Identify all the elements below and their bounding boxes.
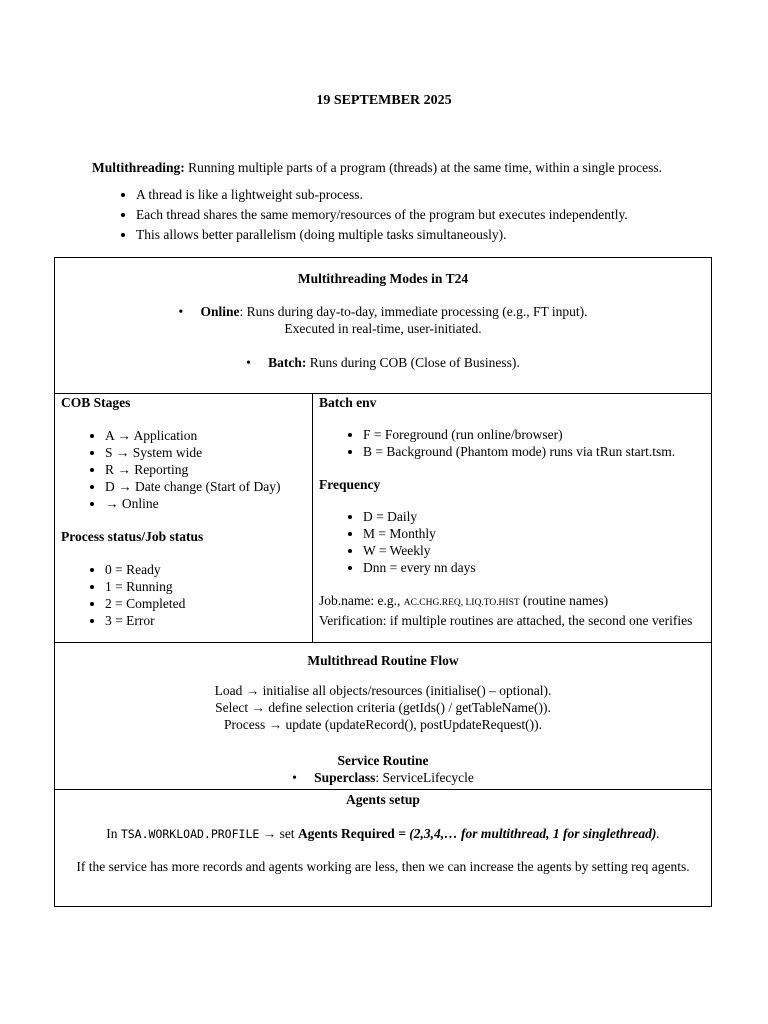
mode-batch	[55, 354, 711, 371]
routine-flow-title: Multithread Routine Flow	[307, 653, 459, 668]
frequency-list	[319, 508, 705, 576]
frequency-item: • W = Weekly	[363, 542, 705, 559]
agents-required-value: (2,3,4,… for multithread, 1 for singlethread)	[409, 826, 657, 841]
batch-env-list	[319, 426, 705, 460]
agents-prefix: In	[106, 826, 121, 841]
frequency-item: • D = Daily	[363, 508, 705, 525]
job-name-line	[319, 592, 705, 612]
agents-title: Agents setup	[346, 792, 420, 807]
job-status: • 3 = Error	[105, 612, 306, 629]
job-status-title: Process status/Job status	[61, 529, 204, 544]
mode-online-text: : Runs during day-to-day, immediate processing (e.g., FT input).	[239, 304, 588, 319]
routine-flow-step: Load → initialise all objects/resources (initialise() – optional).	[214, 683, 552, 698]
bullet-icon: •	[178, 304, 184, 319]
job-status: • 0 = Ready	[105, 561, 306, 578]
cob-stage: • → Online	[105, 495, 306, 512]
cob-stages-title: COB Stages	[61, 395, 131, 410]
agents-arrow-set: → set	[259, 826, 298, 841]
frequency-item: • Dnn = every nn days	[363, 559, 705, 576]
routine-flow-step: Process → update (updateRecord(), postUpdateRequest()).	[224, 717, 542, 732]
job-status-list	[61, 561, 306, 629]
agents-section	[55, 790, 711, 906]
mode-online	[55, 303, 711, 320]
job-name-label: Job.name: e.g.,	[319, 593, 404, 608]
agents-suffix: .	[656, 826, 660, 841]
routine-flow-section	[55, 643, 711, 790]
intro-definition-text: Running multiple parts of a program (threads) at the same time, within a single process.	[184, 160, 663, 175]
routine-flow-step: Select → define selection criteria (getIds() / getTableName()).	[215, 700, 551, 715]
cob-stage: • A → Application	[105, 427, 306, 444]
mode-online-sub: Executed in real-time, user-initiated.	[284, 321, 482, 336]
agents-note: If the service has more records and agents working are less, then we can increase the agents by setting req agents.	[76, 859, 690, 874]
job-name-example: AC.CHG.REQ, LIQ.TO.HIST	[403, 598, 520, 608]
intro-bullet: • Each thread shares the same memory/resources of the program but executes independently.	[136, 206, 732, 223]
batch-env-title: Batch env	[319, 395, 377, 410]
intro-bullet: • A thread is like a lightweight sub-process.	[136, 186, 732, 203]
superclass-label: Superclass	[314, 770, 376, 785]
cob-stage: • S → System wide	[105, 444, 306, 461]
intro-term: Multithreading:	[92, 160, 185, 175]
cob-stage: • D → Date change (Start of Day)	[105, 478, 306, 495]
job-status: • 2 = Completed	[105, 595, 306, 612]
bullet-icon: •	[246, 355, 251, 370]
superclass-value: : ServiceLifecycle	[375, 770, 474, 785]
cob-stages-list	[61, 427, 306, 512]
mode-batch-label: Batch:	[268, 355, 307, 370]
mode-batch-text: Runs during COB (Close of Business).	[306, 355, 520, 370]
agents-setting-line	[55, 825, 711, 843]
page-date: 19 SEPTEMBER 2025	[316, 93, 452, 108]
batch-env-column	[313, 394, 711, 642]
batch-env-item: • B = Background (Phantom mode) runs via tRun start.tsm.	[363, 443, 705, 460]
cob-stage: • R → Reporting	[105, 461, 306, 478]
batch-env-item: • F = Foreground (run online/browser)	[363, 426, 705, 443]
modes-section	[55, 258, 711, 394]
notes-table	[54, 257, 712, 907]
modes-title: Multithreading Modes in T24	[297, 271, 469, 286]
frequency-item: • M = Monthly	[363, 525, 705, 542]
job-name-suffix: (routine names)	[519, 593, 609, 608]
superclass-line	[55, 769, 711, 786]
intro-bullet-list	[92, 186, 732, 243]
frequency-title: Frequency	[319, 477, 381, 492]
agents-code: TSA.WORKLOAD.PROFILE	[120, 827, 260, 841]
intro-definition	[92, 159, 732, 176]
agents-required-label: Agents Required =	[297, 826, 410, 841]
mode-online-label: Online	[200, 304, 240, 319]
intro-bullet: • This allows better parallelism (doing multiple tasks simultaneously).	[136, 226, 732, 243]
service-routine-title: Service Routine	[337, 753, 429, 768]
bullet-icon: •	[292, 770, 297, 785]
job-status: • 1 = Running	[105, 578, 306, 595]
verification-line: Verification: if multiple routines are attached, the second one verifies	[319, 613, 693, 628]
intro-section	[92, 159, 732, 246]
cob-column	[55, 394, 313, 642]
details-section	[55, 394, 711, 643]
